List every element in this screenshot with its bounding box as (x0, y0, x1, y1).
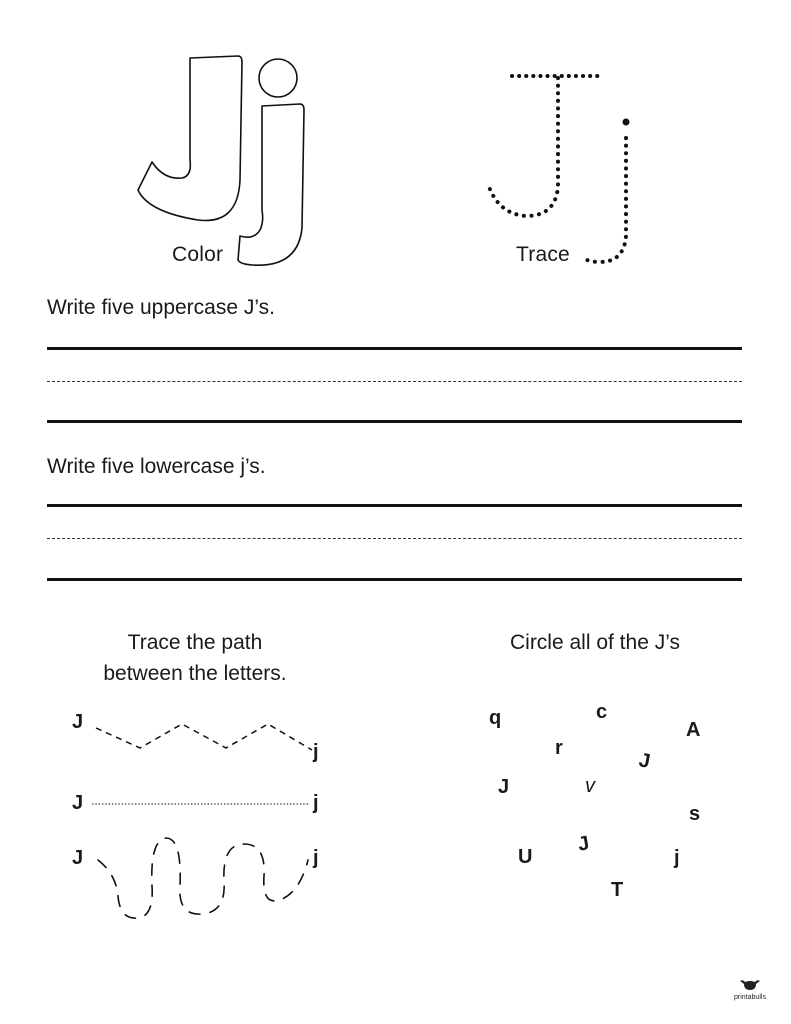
scatter-letter[interactable]: J (576, 832, 591, 856)
path-row3-start: J (72, 847, 84, 869)
path-title (60, 627, 330, 689)
path-row2-start: J (72, 792, 84, 814)
scatter-letter[interactable]: c (596, 701, 608, 723)
scatter-letter[interactable]: T (611, 879, 624, 901)
path-title-line1: Trace the path (127, 631, 263, 654)
uppercase-instruction: Write five uppercase J’s. (47, 296, 275, 319)
logo-text: printabulls (734, 994, 766, 1001)
top-line (47, 504, 742, 507)
base-line (47, 578, 742, 581)
straight-path[interactable] (90, 800, 312, 808)
scatter-letter[interactable]: s (689, 803, 701, 825)
scatter-letter[interactable]: j (674, 847, 680, 869)
brand-logo (728, 978, 772, 1001)
scatter-letter[interactable]: J (498, 776, 510, 798)
path-row3-end: j (313, 847, 319, 869)
path-row1-start: J (72, 711, 84, 733)
path-row1-end: j (313, 741, 319, 763)
wavy-path[interactable] (94, 826, 316, 926)
path-title-line2: between the letters. (103, 662, 287, 685)
scatter-letter[interactable]: U (518, 846, 533, 868)
scatter-letter[interactable]: v (585, 775, 595, 797)
bull-icon (737, 978, 763, 992)
top-line (47, 347, 742, 350)
mid-line (47, 381, 742, 382)
trace-label: Trace (516, 243, 570, 266)
scatter-letter[interactable]: J (637, 749, 652, 773)
color-letters-graphic (130, 50, 320, 275)
lowercase-instruction: Write five lowercase j’s. (47, 455, 266, 478)
base-line (47, 420, 742, 423)
path-row2-end: j (313, 792, 319, 814)
mid-line (47, 538, 742, 539)
scatter-letter[interactable]: r (555, 737, 563, 759)
scatter-letter[interactable]: q (489, 707, 502, 729)
color-label: Color (172, 243, 224, 266)
zigzag-path[interactable] (92, 716, 317, 756)
circle-title: Circle all of the J’s (509, 631, 680, 654)
scatter-letter[interactable]: A (686, 719, 701, 741)
